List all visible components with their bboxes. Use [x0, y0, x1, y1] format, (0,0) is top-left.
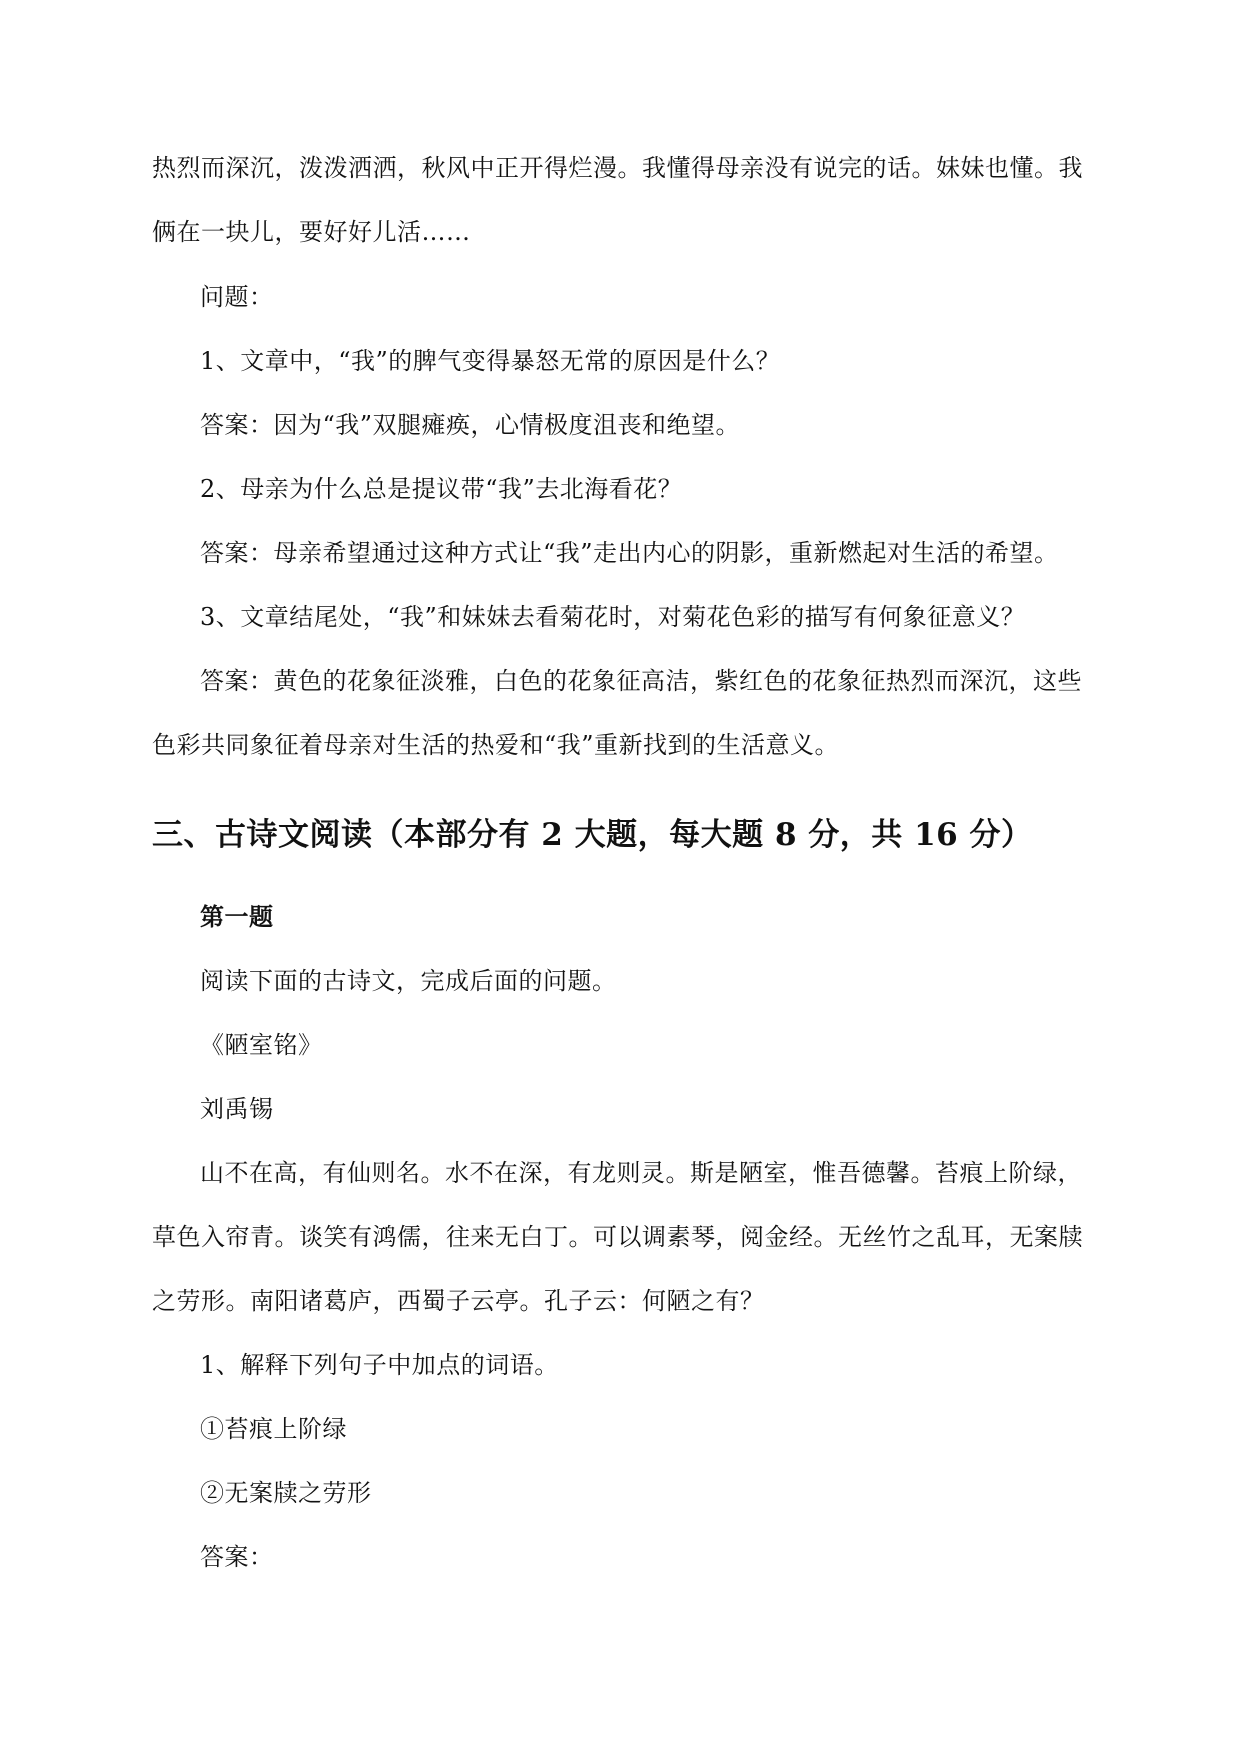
poem-line-1: 山不在高，有仙则名。水不在深，有龙则灵。斯是陋室，惟吾德馨。苔痕上阶绿，	[200, 1159, 1082, 1187]
item-1: ①苔痕上阶绿	[200, 1415, 347, 1443]
question-1: 1、文章中，“我”的脾气变得暴怒无常的原因是什么？	[200, 347, 781, 375]
poem-title: 《陋室铭》	[200, 1031, 323, 1059]
passage-line-2: 俩在一块儿，要好好儿活……	[152, 218, 471, 246]
question-3: 3、文章结尾处，“我”和妹妹去看菊花时，对菊花色彩的描写有何象征意义？	[200, 603, 1026, 631]
answer-1: 答案：因为“我”双腿瘫痪，心情极度沮丧和绝望。	[200, 411, 741, 439]
answer-2: 答案：母亲希望通过这种方式让“我”走出内心的阴影，重新燃起对生活的希望。	[200, 539, 1059, 567]
instruction: 阅读下面的古诗文，完成后面的问题。	[200, 967, 617, 995]
answer-label: 答案：	[200, 1543, 274, 1571]
section-heading: 三、古诗文阅读（本部分有 2 大题，每大题 8 分，共 16 分）	[152, 817, 1033, 853]
poem-line-3: 之劳形。南阳诸葛庐，西蜀子云亭。孔子云：何陋之有？	[152, 1287, 765, 1315]
question-2: 2、母亲为什么总是提议带“我”去北海看花？	[200, 475, 683, 503]
poem-author: 刘禹锡	[200, 1095, 274, 1123]
answer-3-line-1: 答案：黄色的花象征淡雅，白色的花象征高洁，紫红色的花象征热烈而深沉，这些	[200, 667, 1082, 695]
question-explain: 1、解释下列句子中加点的词语。	[200, 1351, 559, 1379]
answer-3-line-2: 色彩共同象征着母亲对生活的热爱和“我”重新找到的生活意义。	[152, 731, 840, 759]
questions-label: 问题：	[200, 283, 274, 311]
item-2: ②无案牍之劳形	[200, 1479, 372, 1507]
poem-line-2: 草色入帘青。谈笑有鸿儒，往来无白丁。可以调素琴，阅金经。无丝竹之乱耳，无案牍	[152, 1223, 1083, 1251]
passage-line-1: 热烈而深沉，泼泼洒洒，秋风中正开得烂漫。我懂得母亲没有说完的话。妹妹也懂。我	[152, 154, 1083, 182]
sub-heading: 第一题	[200, 902, 274, 931]
